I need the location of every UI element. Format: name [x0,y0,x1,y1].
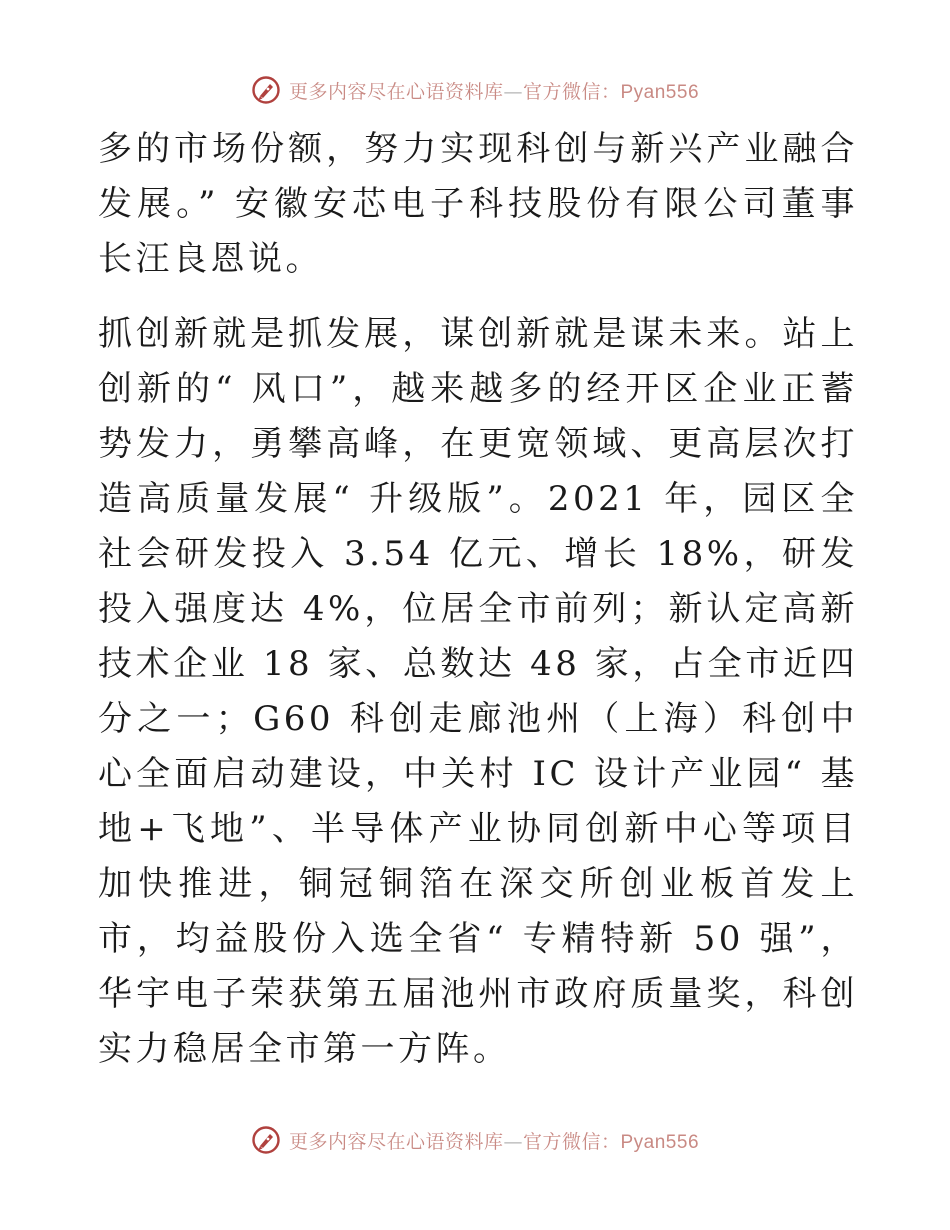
watermark-wechat-id: Pyan556 [620,81,700,103]
document-body [98,122,858,1077]
footer-watermark [0,1122,950,1158]
paragraph-2: 抓创新就是抓发展，谋创新就是谋未来。站上创新的“ 风口”，越来越多的经开区企业正蓄势发力，勇攀高峰，在更宽领域、更高层次打造高质量发展“ 升级版”。2021 年，园区全社会研发投入 3.54 亿元、增长 18%，研发投入强度达 4%，位居全市前列；新认定高新技术企业 18 家、总数达 48 家，占全市近四分之一；G60 科创走廊池州（上海）科创中心全面启动建设，中关村 IC 设计产业园“ 基地+飞地”、半导体产业协同创新中心等项目加快推进，铜冠铜箔在深交所创业板首发上市，均益股份入选全省“ 专精特新 50 强”，华宇电子荣获第五届池州市政府质量奖，科创实力稳居全市第一方阵。 [98,314,858,1069]
watermark-separator: — [503,80,523,103]
watermark-text [289,77,699,104]
pen-nib-logo-icon [251,75,281,105]
watermark-cn-text: 更多内容尽在心语资料库 [288,80,504,103]
watermark-text [289,1127,699,1154]
watermark-wechat-label: 官方微信： [522,1130,621,1153]
pen-nib-logo-icon [251,1125,281,1155]
watermark-wechat-id: Pyan556 [620,1131,700,1153]
watermark-separator: — [503,1130,523,1153]
header-watermark [0,72,950,108]
paragraph-1: 多的市场份额，努力实现科创与新兴产业融合发展。” 安徽安芯电子科技股份有限公司董事长汪良恩说。 [98,129,858,279]
watermark-cn-text: 更多内容尽在心语资料库 [288,1130,504,1153]
watermark-wechat-label: 官方微信： [522,80,621,103]
